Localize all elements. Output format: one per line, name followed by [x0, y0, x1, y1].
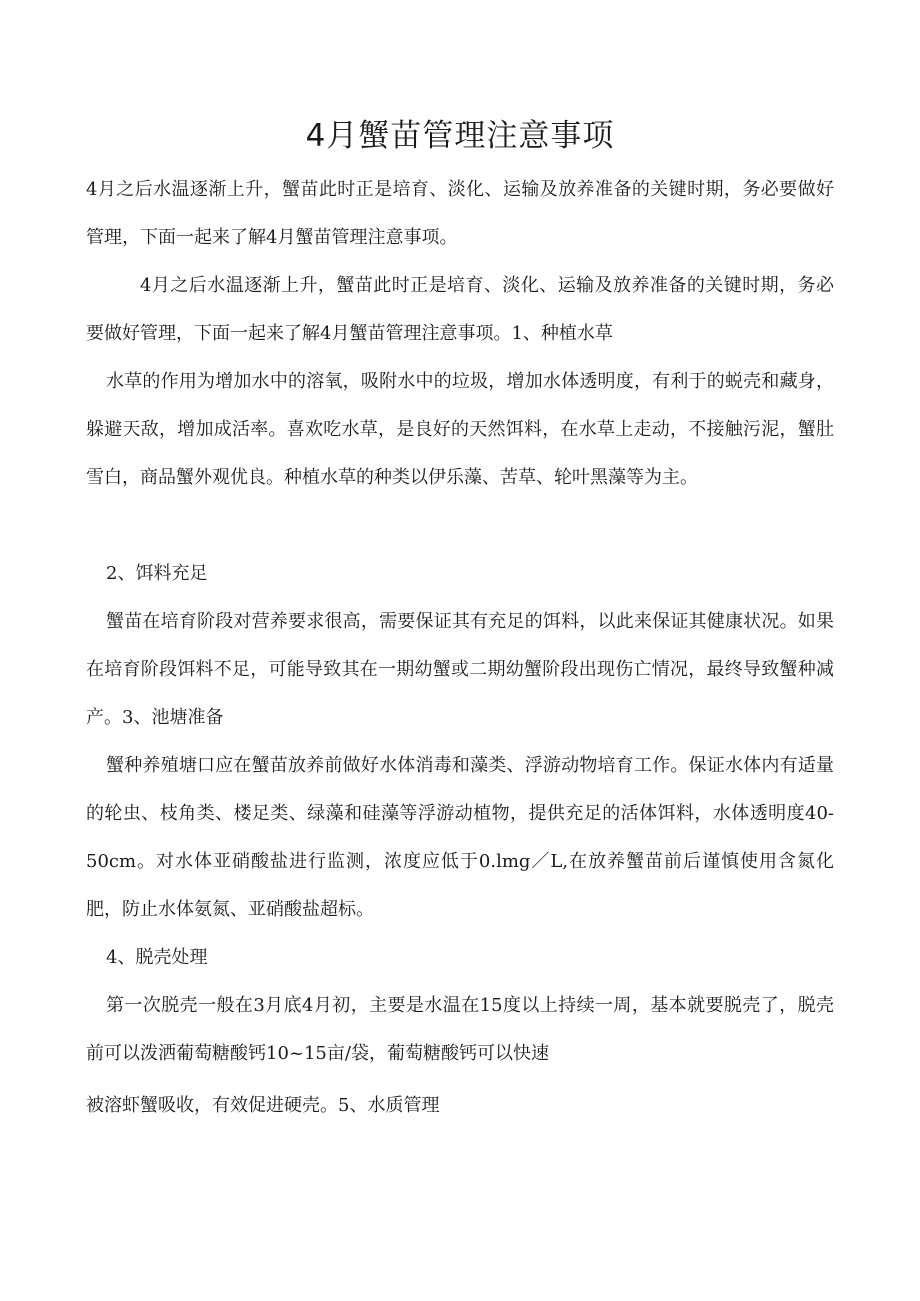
section2-heading: 2、饵料充足: [106, 563, 208, 584]
section4-continued: 被溶虾蟹吸收，有效促进硬壳。5、水质管理: [86, 1095, 440, 1116]
intro-paragraph: 4月之后水温逐渐上升，蟹苗此时正是培育、淡化、运输及放养准备的关键时期，务必要做好管理，下面一起来了解4月蟹苗管理注意事项。: [86, 179, 834, 248]
section1-body: 水草的作用为增加水中的溶氧，吸附水中的垃圾，增加水体透明度，有利于的蜕壳和藏身，躲避天敌，增加成活率。喜欢吃水草，是良好的天然饵料，在水草上走动，不接触污泥，蟹肚雪白，商品蟹外观优良。种植水草的种类以伊乐藻、苦草、轮叶黑藻等为主。: [86, 371, 834, 488]
intro-repeat-paragraph: 4月之后水温逐渐上升，蟹苗此时正是培育、淡化、运输及放养准备的关键时期，务必要做好管理，下面一起来了解4月蟹苗管理注意事项。1、种植水草: [86, 275, 834, 344]
section4-heading: 4、脱壳处理: [106, 947, 208, 968]
section4-body: 第一次脱壳一般在3月底4月初，主要是水温在15度以上持续一周，基本就要脱壳了，脱壳前可以泼洒葡萄糖酸钙10~15亩/袋，葡萄糖酸钙可以快速: [86, 995, 834, 1064]
section2-body: 蟹苗在培育阶段对营养要求很高，需要保证其有充足的饵料，以此来保证其健康状况。如果在培育阶段饵料不足，可能导致其在一期幼蟹或二期幼蟹阶段出现伤亡情况，最终导致蟹种减产。3、池塘准备: [86, 611, 834, 728]
section3-body: 蟹种养殖塘口应在蟹苗放养前做好水体消毒和藻类、浮游动物培育工作。保证水体内有适量的轮虫、枝角类、楼足类、绿藻和硅藻等浮游动植物，提供充足的活体饵料，水体透明度40-50cm。对水体亚硝酸盐进行监测，浓度应低于0.lmg／L,在放养蟹苗前后谨慎使用含氮化肥，防止水体氨氮、亚硝酸盐超标。: [86, 755, 834, 920]
document-title: 4月蟹苗管理注意事项: [305, 118, 615, 154]
